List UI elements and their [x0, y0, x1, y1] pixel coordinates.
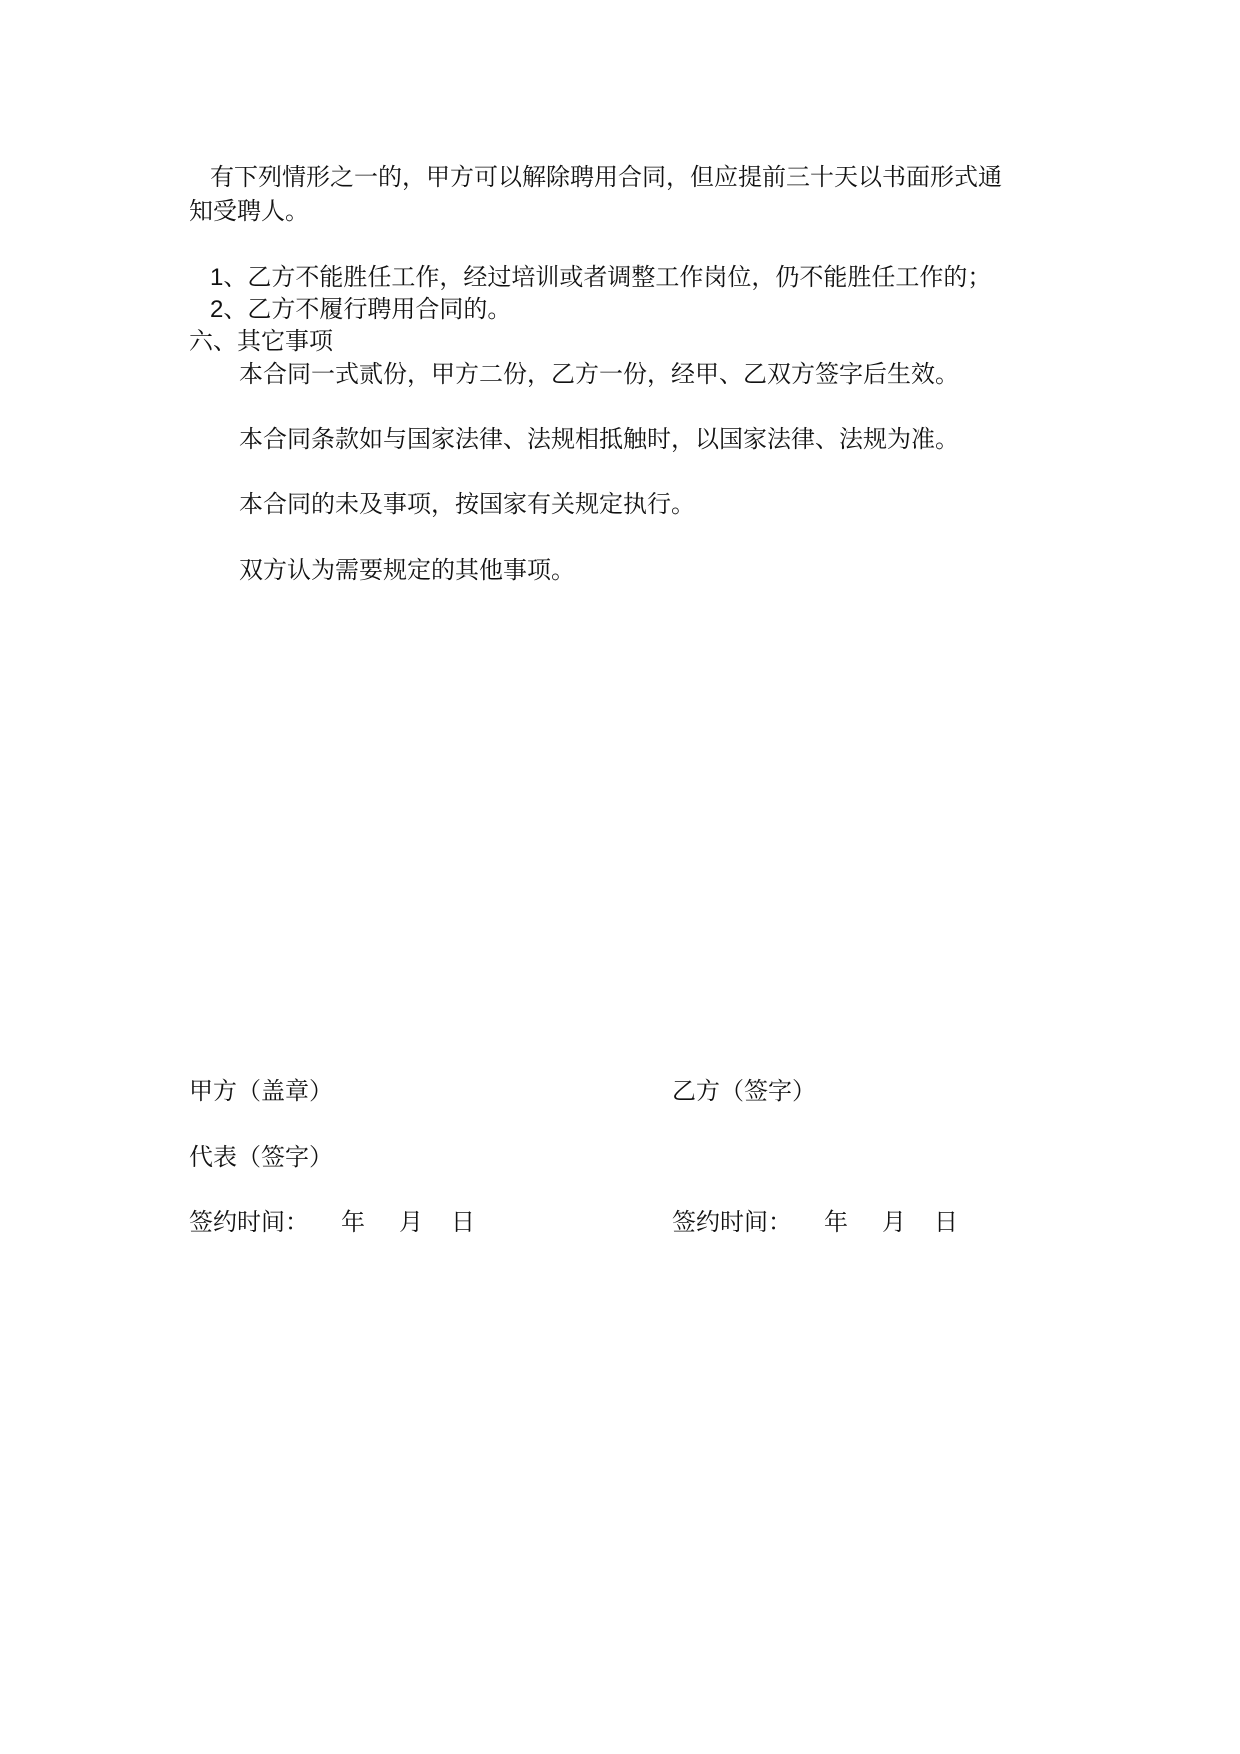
section-heading: 六、其它事项: [189, 327, 333, 355]
party-a-seal-label: 甲方（盖章）: [189, 1077, 333, 1105]
list-item-text: 、乙方不能胜任工作，经过培训或者调整工作岗位，仍不能胜任工作的；: [223, 263, 992, 291]
intro-line-2: 知受聘人。: [189, 197, 309, 225]
date-year: 年: [824, 1208, 848, 1236]
date-month: 月: [882, 1208, 906, 1236]
date-day: 日: [934, 1208, 958, 1236]
date-label: 签约时间：: [189, 1208, 309, 1236]
section-paragraph-1: 本合同一式贰份，甲方二份，乙方一份，经甲、乙双方签字后生效。: [239, 360, 959, 388]
list-item-2: [210, 293, 511, 326]
date-month: 月: [399, 1208, 423, 1236]
intro-line-1: 有下列情形之一的，甲方可以解除聘用合同，但应提前三十天以书面形式通: [210, 163, 1002, 191]
section-paragraph-3: 本合同的未及事项，按国家有关规定执行。: [239, 490, 695, 518]
list-item-text: 、乙方不履行聘用合同的。: [223, 295, 512, 323]
representative-sign-label: 代表（签字）: [189, 1143, 333, 1171]
date-year: 年: [341, 1208, 365, 1236]
date-day: 日: [451, 1208, 475, 1236]
date-label: 签约时间：: [672, 1208, 792, 1236]
party-a-date-line: [189, 1206, 475, 1238]
party-b-date-line: [672, 1206, 958, 1238]
party-b-sign-label: 乙方（签字）: [672, 1077, 816, 1105]
list-item-number: 1: [210, 264, 224, 291]
section-paragraph-2: 本合同条款如与国家法律、法规相抵触时，以国家法律、法规为准。: [239, 425, 959, 453]
section-paragraph-4: 双方认为需要规定的其他事项。: [239, 556, 575, 584]
list-item-1: [210, 261, 991, 294]
list-item-number: 2: [210, 296, 224, 323]
